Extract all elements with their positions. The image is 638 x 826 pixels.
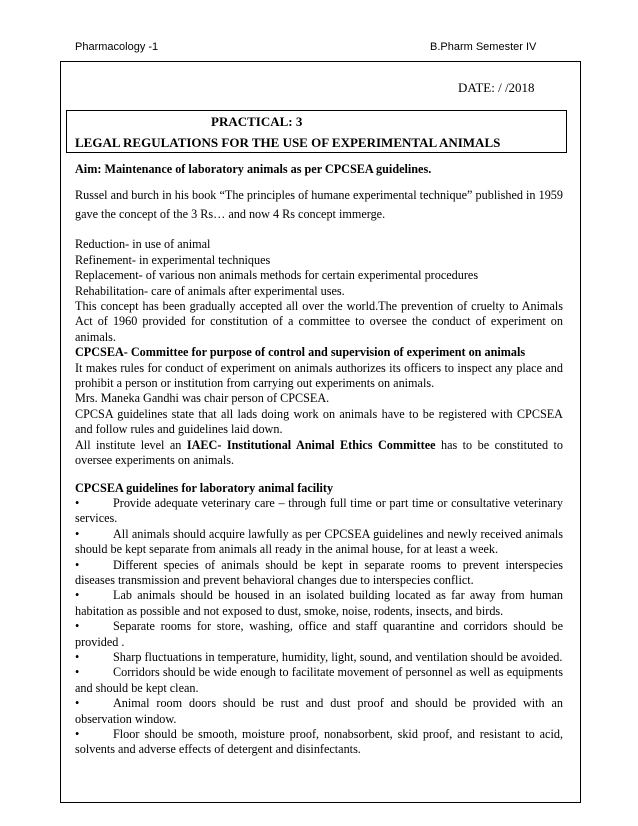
- guideline-item: [75, 527, 563, 558]
- guideline-item: [75, 588, 563, 619]
- guideline-text: Floor should be smooth, moisture proof, nonabsorbent, skid proof, and resistant to acid, solvents and adverse effects of detergent and disinfectants.: [75, 727, 563, 757]
- bullet-icon: •: [75, 696, 80, 711]
- guideline-text: Sharp fluctuations in temperature, humidity, light, sound, and ventilation should be avoided.: [113, 649, 563, 664]
- cpcsea-label: CPCSEA: [75, 345, 124, 360]
- registration-paragraph: CPCSA guidelines state that all lads doing work on animals have to be registered with CPCSEA and follow rules and guidelines laid down.: [75, 406, 563, 437]
- guideline-text: Provide adequate veterinary care – through full time or part time or consultative veterinary services.: [75, 495, 563, 526]
- guideline-item: [75, 665, 563, 696]
- bullet-icon: •: [75, 619, 80, 634]
- header-course: B.Pharm Semester IV: [430, 41, 537, 53]
- guideline-text: Corridors should be wide enough to facilitate movement of personnel as well as equipments and should be kept clean.: [75, 665, 563, 695]
- rules-paragraph: It makes rules for conduct of experiment on animals authorizes its officers to inspect any place and prohibit a person or institution from carrying out experiments on animals.: [75, 360, 563, 391]
- rs-item-replacement: Replacement- of various non animals methods for certain experimental procedures: [75, 268, 479, 283]
- bullet-icon: •: [75, 649, 80, 664]
- guideline-text: All animals should acquire lawfully as per CPCSEA guidelines and newly received animals should be kept separate from animals all ready in the animal house, for at least a week.: [75, 526, 563, 557]
- bullet-icon: •: [75, 557, 80, 572]
- header-subject: Pharmacology -1: [75, 41, 159, 53]
- guideline-item: [75, 619, 563, 650]
- iaec-name: IAEC- Institutional Animal Ethics Committee: [186, 437, 436, 452]
- bullet-icon: •: [75, 727, 80, 741]
- guideline-text: Different species of animals should be kept in separate rooms to prevent interspecies diseases transmission and prevent behavioral changes due to interspecies conflict.: [75, 557, 563, 587]
- rs-item-refinement: Refinement- in experimental techniques: [75, 252, 271, 267]
- chair-line: Mrs. Maneka Gandhi was chair person of CPCSEA.: [75, 391, 330, 406]
- document-body: [75, 160, 563, 758]
- bullet-icon: •: [75, 588, 80, 603]
- guideline-item: [75, 496, 563, 527]
- rs-item-reduction: Reduction- in use of animal: [75, 237, 211, 252]
- guideline-text: Lab animals should be housed in an isolated building located as far away from human habitation as possible and not exposed to dust, smoke, noise, rodents, insects, and birds.: [75, 588, 563, 618]
- iaec-before: All institute level an: [75, 437, 187, 452]
- bullet-icon: •: [75, 526, 80, 541]
- aim-line: Aim: Maintenance of laboratory animals as per CPCSEA guidelines.: [75, 162, 432, 176]
- guideline-item: [75, 650, 563, 665]
- guidelines-heading: CPCSEA guidelines for laboratory animal facility: [75, 480, 334, 495]
- practical-number: PRACTICAL: 3: [211, 114, 303, 129]
- bullet-icon: •: [75, 665, 80, 680]
- concept-paragraph: This concept has been gradually accepted all over the world.The prevention of cruelty to Animals Act of 1960 provided for constitution of a committee to oversee the conduct of experiment on animals.: [75, 299, 563, 344]
- rs-item-rehabilitation: Rehabilitation- care of animals after experimental uses.: [75, 283, 345, 298]
- guideline-text: Animal room doors should be rust and dust proof and should be provided with an observation window.: [75, 696, 563, 726]
- guideline-item: [75, 727, 563, 758]
- cpcsea-expansion: - Committee for purpose of control and supervision of experiment on animals: [123, 345, 526, 360]
- intro-paragraph: Russel and burch in his book “The principles of humane experimental technique” published in 1959 gave the concept of the 3 Rs… and now 4 Rs concept immerge.: [75, 188, 563, 222]
- iaec-paragraph: [75, 438, 563, 469]
- guideline-text: Separate rooms for store, washing, office and staff quarantine and corridors should be provided .: [75, 619, 563, 649]
- date-line: DATE: / /2018: [458, 80, 535, 95]
- guideline-item: [75, 696, 563, 727]
- iaec-after: has to be constituted to oversee experiments on animals.: [75, 437, 563, 468]
- cpcsea-definition: [75, 345, 563, 360]
- bullet-icon: •: [75, 495, 80, 510]
- practical-title: LEGAL REGULATIONS FOR THE USE OF EXPERIMENTAL ANIMALS: [75, 135, 501, 150]
- guideline-item: [75, 558, 563, 589]
